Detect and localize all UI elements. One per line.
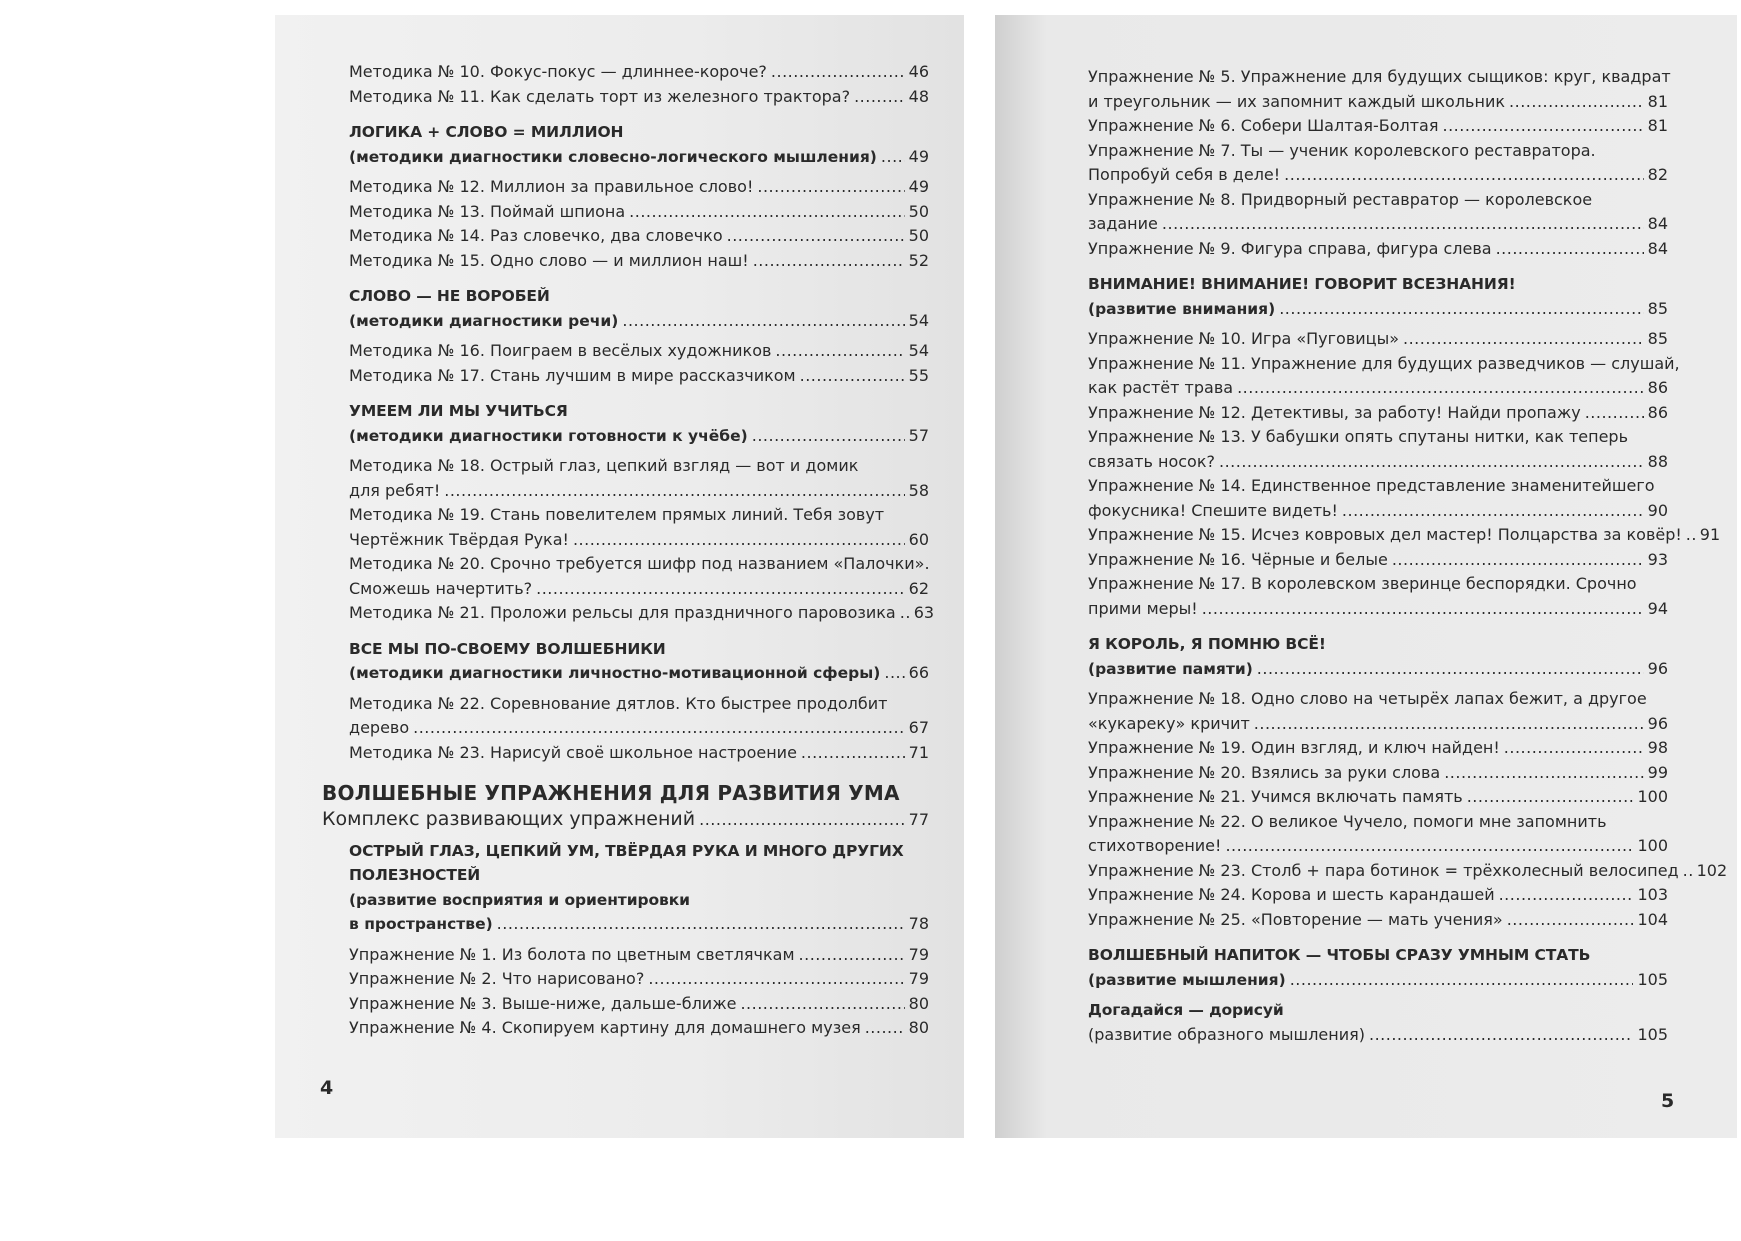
dot-leader xyxy=(865,1016,905,1041)
toc-page-number: 63 xyxy=(913,603,935,622)
toc-page-number: 90 xyxy=(1647,500,1668,520)
toc-row xyxy=(1088,376,1668,401)
toc-row xyxy=(349,224,929,249)
dot-leader xyxy=(1442,114,1643,139)
toc-entry xyxy=(1088,761,1668,786)
toc-entry xyxy=(1088,859,1728,884)
toc-row xyxy=(1088,736,1668,761)
toc-page-number: 79 xyxy=(908,944,929,964)
dot-leader xyxy=(413,716,905,741)
right-toc xyxy=(1088,65,1728,1047)
left-page xyxy=(275,15,964,1138)
toc-entry-title: Методика № 12. Миллион за правильное слово! xyxy=(349,177,754,196)
toc-entry-title: Упражнение № 3. Выше-ниже, дальше-ближе xyxy=(349,993,737,1013)
section-subtitle-row xyxy=(1088,297,1668,322)
toc-entry-line: Упражнение № 11. Упражнение для будущих разведчиков — слушай, xyxy=(1088,353,1680,373)
toc-entry-title: (развитие образного мышления) xyxy=(1088,1024,1365,1044)
toc-entry xyxy=(349,200,929,225)
toc-page-number: 99 xyxy=(1647,762,1668,782)
dot-leader xyxy=(629,200,904,225)
toc-entry xyxy=(1088,139,1668,188)
toc-page-number: 84 xyxy=(1647,214,1668,233)
part-title: ВОЛШЕБНЫЕ УПРАЖНЕНИЯ ДЛЯ РАЗВИТИЯ УМА xyxy=(322,781,900,805)
section-subtitle-row xyxy=(349,145,929,170)
toc-entry-title: Упражнение № 19. Один взгляд, и ключ найден! xyxy=(1088,738,1500,757)
toc-row xyxy=(1088,212,1668,237)
toc-section-heading xyxy=(1088,632,1668,681)
toc-page-number: 48 xyxy=(908,86,929,106)
toc-entry xyxy=(349,364,929,389)
section-subtitle-row xyxy=(349,912,929,937)
dot-leader xyxy=(801,741,905,766)
toc-page-number: 50 xyxy=(908,201,929,221)
toc-entry-title: Упражнение № 21. Учимся включать память xyxy=(1088,787,1463,806)
toc-row xyxy=(349,943,929,968)
toc-page-number: 98 xyxy=(1647,738,1668,757)
toc-entry-title: в пространстве) xyxy=(349,915,493,933)
dot-leader xyxy=(1509,90,1644,115)
toc-row xyxy=(1088,163,1668,188)
dot-leader xyxy=(753,249,905,274)
toc-page-number: 102 xyxy=(1696,860,1728,880)
toc-row xyxy=(349,601,935,626)
dot-leader xyxy=(900,601,910,626)
toc-entry xyxy=(349,175,929,200)
toc-entry-title: (методики диагностики речи) xyxy=(349,311,619,330)
toc-entry-title: Методика № 11. Как сделать торт из железного трактора? xyxy=(349,86,851,106)
toc-page-number: 79 xyxy=(908,969,929,988)
page-number-right: 5 xyxy=(1661,1090,1675,1112)
toc-entry xyxy=(349,85,929,110)
toc-entry xyxy=(349,503,929,552)
toc-page-number: 80 xyxy=(908,1018,929,1037)
toc-page-number: 49 xyxy=(908,146,929,166)
toc-entry xyxy=(1088,352,1680,401)
toc-subsection-heading xyxy=(1088,998,1668,1047)
dot-leader xyxy=(1237,376,1644,401)
dot-leader xyxy=(1342,499,1644,524)
section-subtitle-line: (развитие восприятия и ориентировки xyxy=(349,890,690,909)
toc-entry-title: Методика № 21. Проложи рельсы для праздничного паровозика xyxy=(349,603,896,622)
toc-entry xyxy=(349,1016,929,1041)
toc-row xyxy=(349,967,929,992)
toc-page-number: 49 xyxy=(908,177,929,196)
toc-entry-title: Методика № 23. Нарисуй своё школьное настроение xyxy=(349,742,797,762)
toc-entry-title: (методики диагностики личностно-мотивационной сферы) xyxy=(349,664,881,682)
dot-leader xyxy=(1284,163,1643,188)
toc-entry-title: Упражнение № 15. Исчез ковровых дел мастер! Полцарства за ковёр! xyxy=(1088,525,1682,544)
toc-entry-title: как растёт трава xyxy=(1088,378,1234,397)
dot-leader xyxy=(444,479,904,504)
section-entries xyxy=(1088,687,1728,932)
toc-entry xyxy=(1088,237,1668,262)
toc-entry-line: Упражнение № 8. Придворный реставратор — королевское xyxy=(1088,189,1593,209)
toc-entry xyxy=(1088,548,1668,573)
toc-entry-title: (развитие внимания) xyxy=(1088,299,1276,318)
toc-entry-line: Упражнение № 14. Единственное представление знаменитейшего xyxy=(1088,476,1655,495)
toc-page-number: 80 xyxy=(908,993,929,1013)
dot-leader xyxy=(881,145,905,170)
toc-entry-title: Методика № 17. Стань лучшим в мире рассказчиком xyxy=(349,365,796,385)
toc-entry xyxy=(349,552,929,601)
dot-leader xyxy=(740,992,904,1017)
section-title: ЛОГИКА + СЛОВО = МИЛЛИОН xyxy=(349,123,624,141)
toc-page-number: 103 xyxy=(1637,885,1668,904)
section-entries xyxy=(349,175,929,273)
toc-section-heading xyxy=(349,284,929,333)
toc-entry-line: Методика № 22. Соревнование дятлов. Кто быстрее продолбит xyxy=(349,693,888,713)
toc-entry-line: Методика № 20. Срочно требуется шифр под названием «Палочки». xyxy=(349,554,930,573)
toc-entry-title: «кукареку» кричит xyxy=(1088,713,1250,733)
section-entries xyxy=(349,454,935,626)
section-title: ВНИМАНИЕ! ВНИМАНИЕ! ГОВОРИТ ВСЕЗНАНИЯ! xyxy=(1088,275,1516,293)
toc-entry-title: Сможешь начертить? xyxy=(349,578,533,598)
dot-leader xyxy=(1219,450,1644,475)
section-title: СЛОВО — НЕ ВОРОБЕЙ xyxy=(349,287,550,305)
toc-row xyxy=(349,249,929,274)
toc-entry xyxy=(1088,65,1671,114)
toc-entry-line: Методика № 18. Острый глаз, цепкий взгляд — вот и домик xyxy=(349,456,859,475)
toc-entry xyxy=(1088,572,1668,621)
toc-entry-line: Упражнение № 7. Ты — ученик королевского реставратора. xyxy=(1088,140,1596,160)
toc-page-number: 62 xyxy=(908,578,929,598)
toc-row xyxy=(1088,597,1668,622)
toc-entry xyxy=(1088,883,1668,908)
toc-page-number: 88 xyxy=(1647,451,1668,471)
toc-row xyxy=(1088,834,1668,859)
toc-row xyxy=(1088,401,1668,426)
toc-page-number: 84 xyxy=(1647,238,1668,258)
toc-page-number: 52 xyxy=(908,250,929,270)
toc-row xyxy=(349,479,929,504)
dot-leader xyxy=(1496,237,1644,262)
section-subtitle-row xyxy=(1088,968,1668,993)
toc-row xyxy=(1088,499,1668,524)
toc-row xyxy=(1088,114,1668,139)
toc-entry-title: Упражнение № 20. Взялись за руки слова xyxy=(1088,762,1441,782)
toc-page-number: 67 xyxy=(908,718,929,737)
toc-row xyxy=(1088,327,1668,352)
toc-section-heading xyxy=(349,839,929,937)
dot-leader xyxy=(1507,908,1634,933)
toc-entry-title: Комплекс развивающих упражнений xyxy=(322,808,696,830)
toc-section-heading xyxy=(349,399,929,448)
toc-entry-title: Упражнение № 10. Игра «Пуговицы» xyxy=(1088,329,1399,348)
toc-section-heading xyxy=(1088,943,1668,992)
dot-leader xyxy=(1683,859,1693,884)
toc-entry xyxy=(349,454,929,503)
toc-page-number: 91 xyxy=(1699,525,1721,544)
dot-leader xyxy=(1392,548,1644,573)
toc-row xyxy=(1088,859,1728,884)
toc-row xyxy=(349,364,929,389)
toc-entry-title: прими меры! xyxy=(1088,598,1198,618)
toc-entry xyxy=(1088,114,1668,139)
page-number-left: 4 xyxy=(320,1077,334,1099)
toc-entry-title: Методика № 14. Раз словечко, два словечко xyxy=(349,226,723,245)
toc-entry xyxy=(1088,401,1668,426)
toc-page-number: 86 xyxy=(1647,378,1668,397)
toc-entry-line: Упражнение № 17. В королевском зверинце беспорядки. Срочно xyxy=(1088,574,1637,593)
toc-entry-title: и треугольник — их запомнит каждый школьник xyxy=(1088,91,1506,111)
toc-page-number: 100 xyxy=(1637,787,1668,806)
toc-entry xyxy=(1088,188,1668,237)
dot-leader xyxy=(648,967,904,992)
toc-row xyxy=(349,1016,929,1041)
toc-entry xyxy=(1088,523,1721,548)
toc-row xyxy=(349,716,929,741)
toc-page-number: 77 xyxy=(908,810,929,829)
toc-entry xyxy=(349,601,935,626)
toc-entry xyxy=(349,741,929,766)
toc-entry xyxy=(1088,474,1668,523)
toc-page-number: 54 xyxy=(908,341,929,360)
toc-page-number: 57 xyxy=(908,425,929,445)
toc-page-number: 86 xyxy=(1647,402,1668,422)
toc-entry-title: (развитие памяти) xyxy=(1088,659,1253,678)
toc-entry-title: (методики диагностики готовности к учёбе) xyxy=(349,426,748,445)
subsection-title: Догадайся — дорисуй xyxy=(1088,1001,1284,1019)
section-title-line: ПОЛЕЗНОСТЕЙ xyxy=(349,866,481,884)
toc-entry-line: Упражнение № 13. У бабушки опять спутаны нитки, как теперь xyxy=(1088,427,1628,446)
toc-entry-title: Упражнение № 16. Чёрные и белые xyxy=(1088,549,1388,569)
toc-row xyxy=(349,992,929,1017)
toc-page-number: 50 xyxy=(908,226,929,245)
toc-entry xyxy=(349,249,929,274)
toc-entry-title: (развитие мышления) xyxy=(1088,970,1286,989)
toc-entry-title: (методики диагностики словесно-логического мышления) xyxy=(349,147,877,166)
toc-page-number: 85 xyxy=(1647,298,1668,318)
toc-entry xyxy=(349,943,929,968)
toc-entry-title: Упражнение № 23. Столб + пара ботинок = трёхколесный велосипед xyxy=(1088,860,1679,880)
section-entries xyxy=(349,339,929,388)
toc-page-number: 46 xyxy=(908,62,929,81)
toc-entry-title: дерево xyxy=(349,718,410,737)
section-entries xyxy=(349,943,929,1041)
dot-leader xyxy=(622,309,904,334)
dot-leader xyxy=(757,175,904,200)
dot-leader xyxy=(1403,327,1644,352)
section-subtitle-row xyxy=(349,424,929,449)
toc-page-number: 60 xyxy=(908,529,929,549)
toc-page-number: 66 xyxy=(908,663,929,682)
dot-leader xyxy=(1254,712,1644,737)
dot-leader xyxy=(1686,523,1696,548)
toc-entry-title: Упражнение № 1. Из болота по цветным светлячкам xyxy=(349,944,795,964)
toc-page-number: 58 xyxy=(908,480,929,500)
toc-entry xyxy=(349,224,929,249)
toc-entry-title: фокусника! Спешите видеть! xyxy=(1088,500,1338,520)
toc-entry-title: Чертёжник Твёрдая Рука! xyxy=(349,529,569,549)
left-toc xyxy=(322,60,935,1041)
dot-leader xyxy=(854,85,905,110)
toc-page-number: 96 xyxy=(1647,658,1668,678)
toc-row xyxy=(1088,450,1668,475)
section-title: УМЕЕМ ЛИ МЫ УЧИТЬСЯ xyxy=(349,402,568,420)
dot-leader xyxy=(1444,761,1643,786)
toc-row xyxy=(1088,785,1668,810)
toc-entry-title: Методика № 10. Фокус-покус — длиннее-короче? xyxy=(349,62,767,81)
section-subtitle-row xyxy=(349,309,929,334)
toc-entry-title: Попробуй себя в деле! xyxy=(1088,165,1281,184)
section-subtitle-row xyxy=(1088,657,1668,682)
toc-row xyxy=(349,528,929,553)
dot-leader xyxy=(1504,736,1644,761)
dot-leader xyxy=(573,528,905,553)
dot-leader xyxy=(536,577,905,602)
toc-entry xyxy=(349,60,929,85)
toc-entry-title: Методика № 13. Поймай шпиона xyxy=(349,201,626,221)
toc-entry-title: стихотворение! xyxy=(1088,836,1222,855)
toc-section-heading xyxy=(349,637,929,686)
dot-leader xyxy=(1225,834,1633,859)
toc-entry xyxy=(1088,810,1668,859)
toc-entry xyxy=(1088,908,1668,933)
dot-leader xyxy=(1279,297,1643,322)
toc-row xyxy=(349,85,929,110)
toc-page-number: 81 xyxy=(1647,116,1668,135)
toc-section-heading xyxy=(349,120,929,169)
toc-entry-title: Упражнение № 9. Фигура справа, фигура слева xyxy=(1088,238,1492,258)
toc-row xyxy=(1088,908,1668,933)
toc-row xyxy=(1088,1023,1668,1048)
toc-page-number: 105 xyxy=(1637,1024,1668,1044)
toc-row xyxy=(349,175,929,200)
toc-page-number: 78 xyxy=(908,914,929,933)
toc-page-number: 54 xyxy=(908,310,929,330)
toc-entry-title: Упражнение № 2. Что нарисовано? xyxy=(349,969,645,988)
toc-entry xyxy=(1088,736,1668,761)
toc-entry-line: Методика № 19. Стань повелителем прямых линий. Тебя зовут xyxy=(349,505,885,524)
toc-entry-line: Упражнение № 22. О великое Чучело, помоги мне запомнить xyxy=(1088,811,1607,831)
section-entries xyxy=(1088,327,1721,621)
toc-row xyxy=(349,741,929,766)
toc-section-heading xyxy=(1088,272,1668,321)
toc-row xyxy=(1088,883,1668,908)
toc-entry-title: для ребят! xyxy=(349,480,441,500)
toc-entry xyxy=(1088,425,1668,474)
toc-entry-title: Упражнение № 24. Корова и шесть карандашей xyxy=(1088,885,1495,904)
toc-row xyxy=(1088,712,1668,737)
toc-entry xyxy=(1088,687,1668,736)
dot-leader xyxy=(1202,597,1644,622)
section-title-line: ОСТРЫЙ ГЛАЗ, ЦЕПКИЙ УМ, ТВЁРДАЯ РУКА И МНОГО ДРУГИХ xyxy=(349,841,904,860)
dot-leader xyxy=(1467,785,1634,810)
toc-page-number: 105 xyxy=(1637,969,1668,989)
toc-entry-line: Упражнение № 18. Одно слово на четырёх лапах бежит, а другое xyxy=(1088,689,1647,708)
toc-page-number: 96 xyxy=(1647,713,1668,733)
toc-row xyxy=(1088,90,1668,115)
toc-entry-title: Упражнение № 25. «Повторение — мать учения» xyxy=(1088,909,1503,929)
toc-page-number: 71 xyxy=(908,742,929,762)
dot-leader xyxy=(1290,968,1634,993)
toc-entry-title: связать носок? xyxy=(1088,451,1215,471)
dot-leader xyxy=(1162,212,1644,237)
toc-entry-title: Методика № 16. Поиграем в весёлых художников xyxy=(349,341,772,360)
toc-page-number: 93 xyxy=(1647,549,1668,569)
toc-page-number: 85 xyxy=(1647,329,1668,348)
dot-leader xyxy=(775,339,904,364)
toc-entry-title: Упражнение № 4. Скопируем картину для домашнего музея xyxy=(349,1018,861,1037)
dot-leader xyxy=(1257,657,1644,682)
toc-entry-line: Упражнение № 5. Упражнение для будущих сыщиков: круг, квадрат xyxy=(1088,67,1671,86)
toc-page-number: 94 xyxy=(1647,598,1668,618)
section-title: ВОЛШЕБНЫЙ НАПИТОК — ЧТОБЫ СРАЗУ УМНЫМ СТАТЬ xyxy=(1088,946,1591,964)
toc-entry-title: Упражнение № 6. Собери Шалтая-Болтая xyxy=(1088,116,1439,135)
toc-entry xyxy=(1088,785,1668,810)
toc-entry xyxy=(349,339,929,364)
toc-page-number: 55 xyxy=(908,365,929,385)
dot-leader xyxy=(699,808,905,833)
toc-page-number: 82 xyxy=(1647,165,1668,184)
toc-row xyxy=(349,577,929,602)
dot-leader xyxy=(1369,1023,1633,1048)
toc-entry-title: Упражнение № 12. Детективы, за работу! Найди пропажу xyxy=(1088,402,1581,422)
right-page xyxy=(995,15,1737,1138)
section-entries xyxy=(349,692,929,766)
dot-leader xyxy=(1585,401,1644,426)
toc-entry-title: Методика № 15. Одно слово — и миллион наш! xyxy=(349,250,749,270)
toc-entry xyxy=(1088,327,1668,352)
toc-row xyxy=(1088,761,1668,786)
toc-entry xyxy=(349,992,929,1017)
section-title: ВСЕ МЫ ПО-СВОЕМУ ВОЛШЕБНИКИ xyxy=(349,639,666,658)
toc-row xyxy=(1088,523,1721,548)
dot-leader xyxy=(752,424,905,449)
toc-entry xyxy=(349,967,929,992)
dot-leader xyxy=(1499,883,1634,908)
section-title: Я КОРОЛЬ, Я ПОМНЮ ВСЁ! xyxy=(1088,635,1326,653)
toc-page-number: 100 xyxy=(1637,836,1668,855)
dot-leader xyxy=(727,224,905,249)
toc-entry xyxy=(349,692,929,741)
dot-leader xyxy=(800,364,905,389)
toc-row xyxy=(349,200,929,225)
part-subtitle-row xyxy=(322,807,929,833)
toc-row xyxy=(349,60,929,85)
dot-leader xyxy=(497,912,905,937)
toc-page-number: 104 xyxy=(1637,909,1668,929)
dot-leader xyxy=(884,661,904,686)
toc-row xyxy=(1088,548,1668,573)
toc-row xyxy=(349,339,929,364)
toc-entry-title: задание xyxy=(1088,214,1158,233)
dot-leader xyxy=(799,943,905,968)
toc-page-number: 81 xyxy=(1647,91,1668,111)
dot-leader xyxy=(771,60,905,85)
section-subtitle-row xyxy=(349,661,929,686)
toc-row xyxy=(1088,237,1668,262)
